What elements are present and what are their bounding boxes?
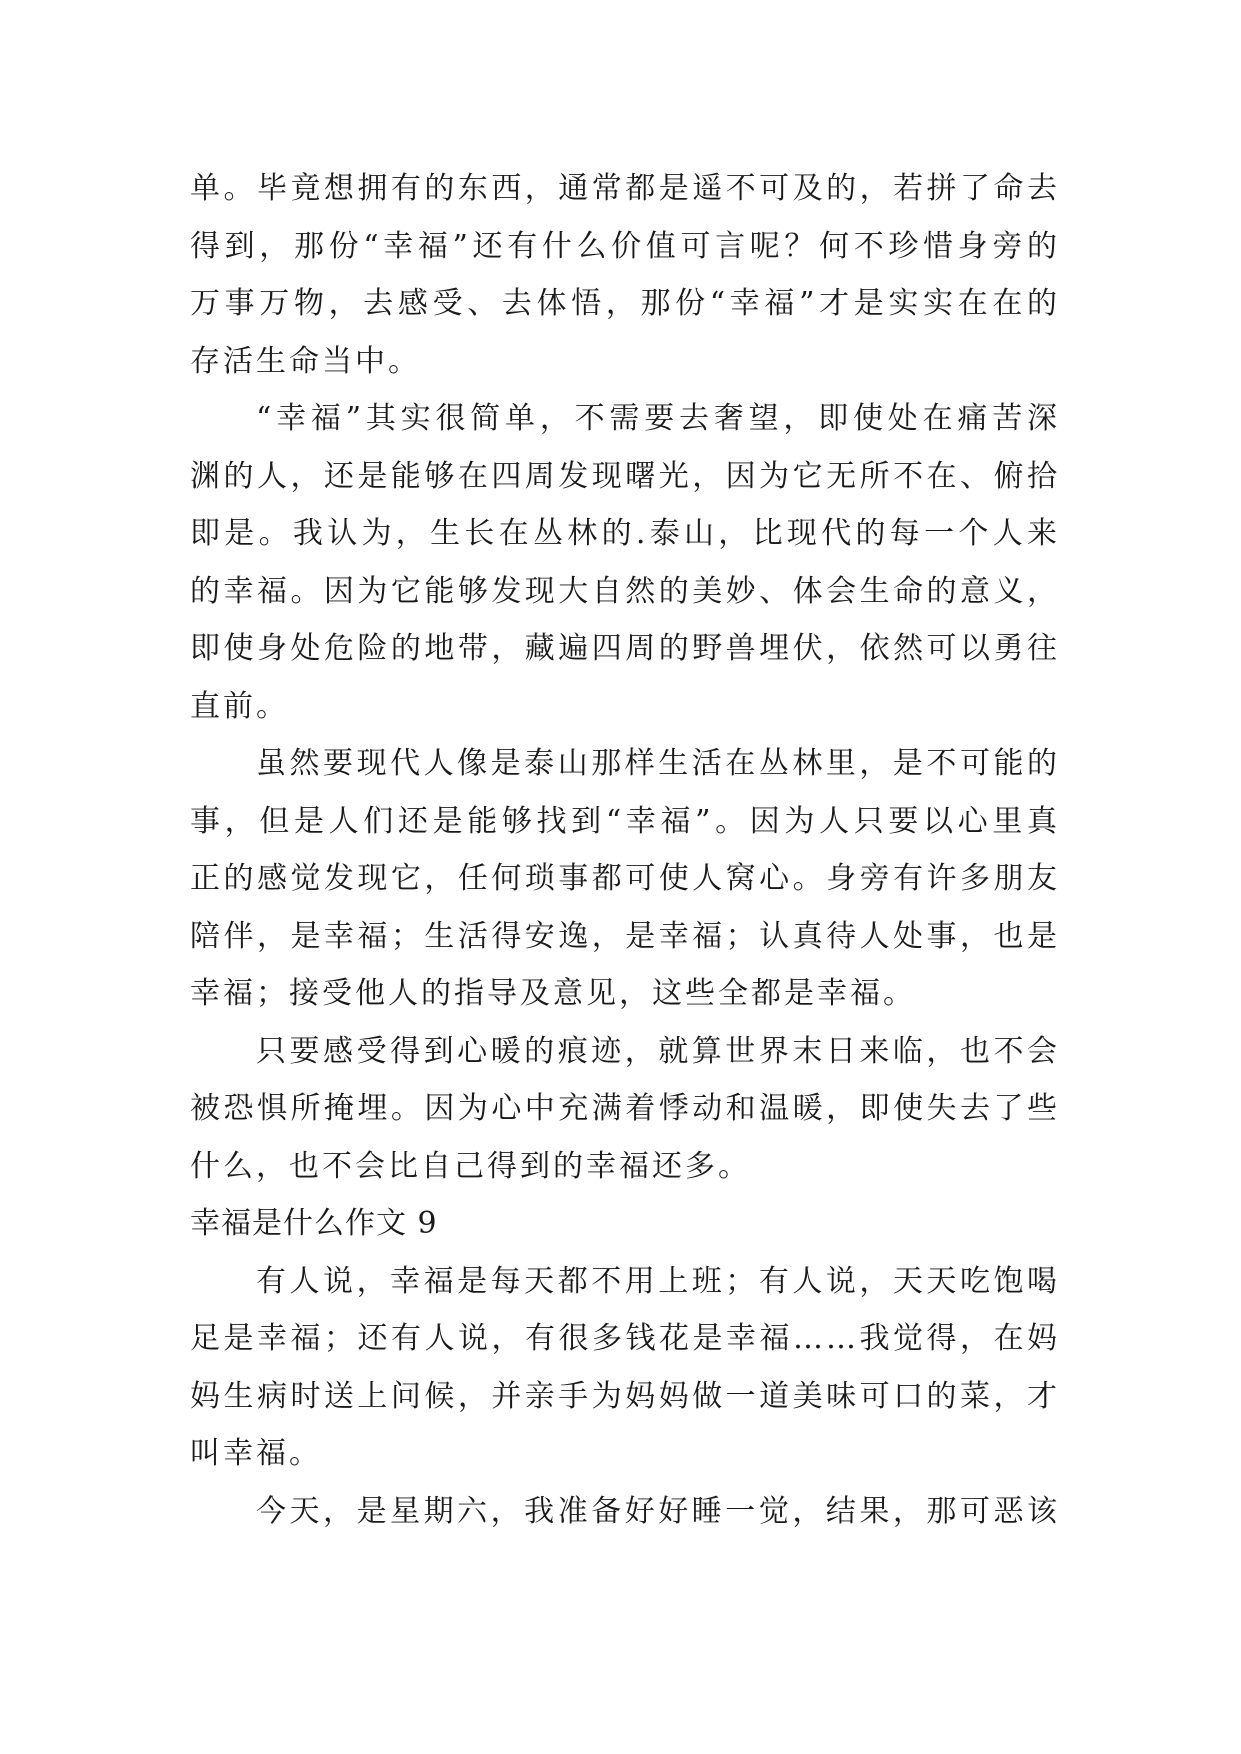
text-line: 即使身处危险的地带，藏遍四周的野兽埋伏，依然可以勇往 [190,631,1060,666]
text-line: 妈生病时送上问候，并亲手为妈妈做一道美味可口的菜，才 [190,1378,1060,1414]
text-line: 有人说，幸福是每天都不用上班；有人说，天天吃饱喝 [256,1263,1060,1299]
text-line: 被恐惧所掩埋。因为心中充满着悸动和温暖，即使失去了些 [190,1091,1060,1126]
text-line: 足是幸福；还有人说，有很多钱花是幸福……我觉得，在妈 [190,1321,1060,1356]
text-line: 只要感受得到心暖的痕迹，就算世界末日来临，也不会 [256,1033,1060,1069]
text-line: 单。毕竟想拥有的东西，通常都是遥不可及的，若拼了命去 [190,171,1060,206]
text-line: 幸福；接受他人的指导及意见，这些全都是幸福。 [190,976,916,1011]
section-heading: 幸福是什么作文 9 [190,1206,438,1241]
text-line: 渊的人，还是能够在四周发现曙光，因为它无所不在、俯拾 [190,458,1060,494]
text-line: 今天，是星期六，我准备好好睡一觉，结果，那可恶该 [256,1493,1060,1529]
text-line: 叫幸福。 [190,1436,322,1471]
text-line: 直前。 [190,688,289,724]
document-body [190,160,1060,1540]
text-line: 虽然要现代人像是泰山那样生活在丛林里，是不可能的 [256,746,1060,781]
text-line: 什么，也不会比自己得到的幸福还多。 [190,1148,751,1184]
text-line: 正的感觉发现它，任何琐事都可使人窝心。身旁有许多朋友 [190,861,1060,896]
text-line: 即是。我认为，生长在丛林的.泰山，比现代的每一个人来 [190,516,1060,551]
text-line: 万事万物，去感受、去体悟，那份“幸福”才是实实在在的 [190,286,1060,321]
text-line: “幸福”其实很简单，不需要去奢望，即使处在痛苦深 [256,401,1060,436]
text-line: 的幸福。因为它能够发现大自然的美妙、体会生命的意义， [190,573,1060,609]
text-line: 事，但是人们还是能够找到“幸福”。因为人只要以心里真 [190,803,1060,839]
text-line: 陪伴，是幸福；生活得安逸，是幸福；认真待人处事，也是 [190,918,1060,954]
text-line: 得到，那份“幸福”还有什么价值可言呢？何不珍惜身旁的 [190,228,1060,264]
text-line: 存活生命当中。 [190,343,421,379]
